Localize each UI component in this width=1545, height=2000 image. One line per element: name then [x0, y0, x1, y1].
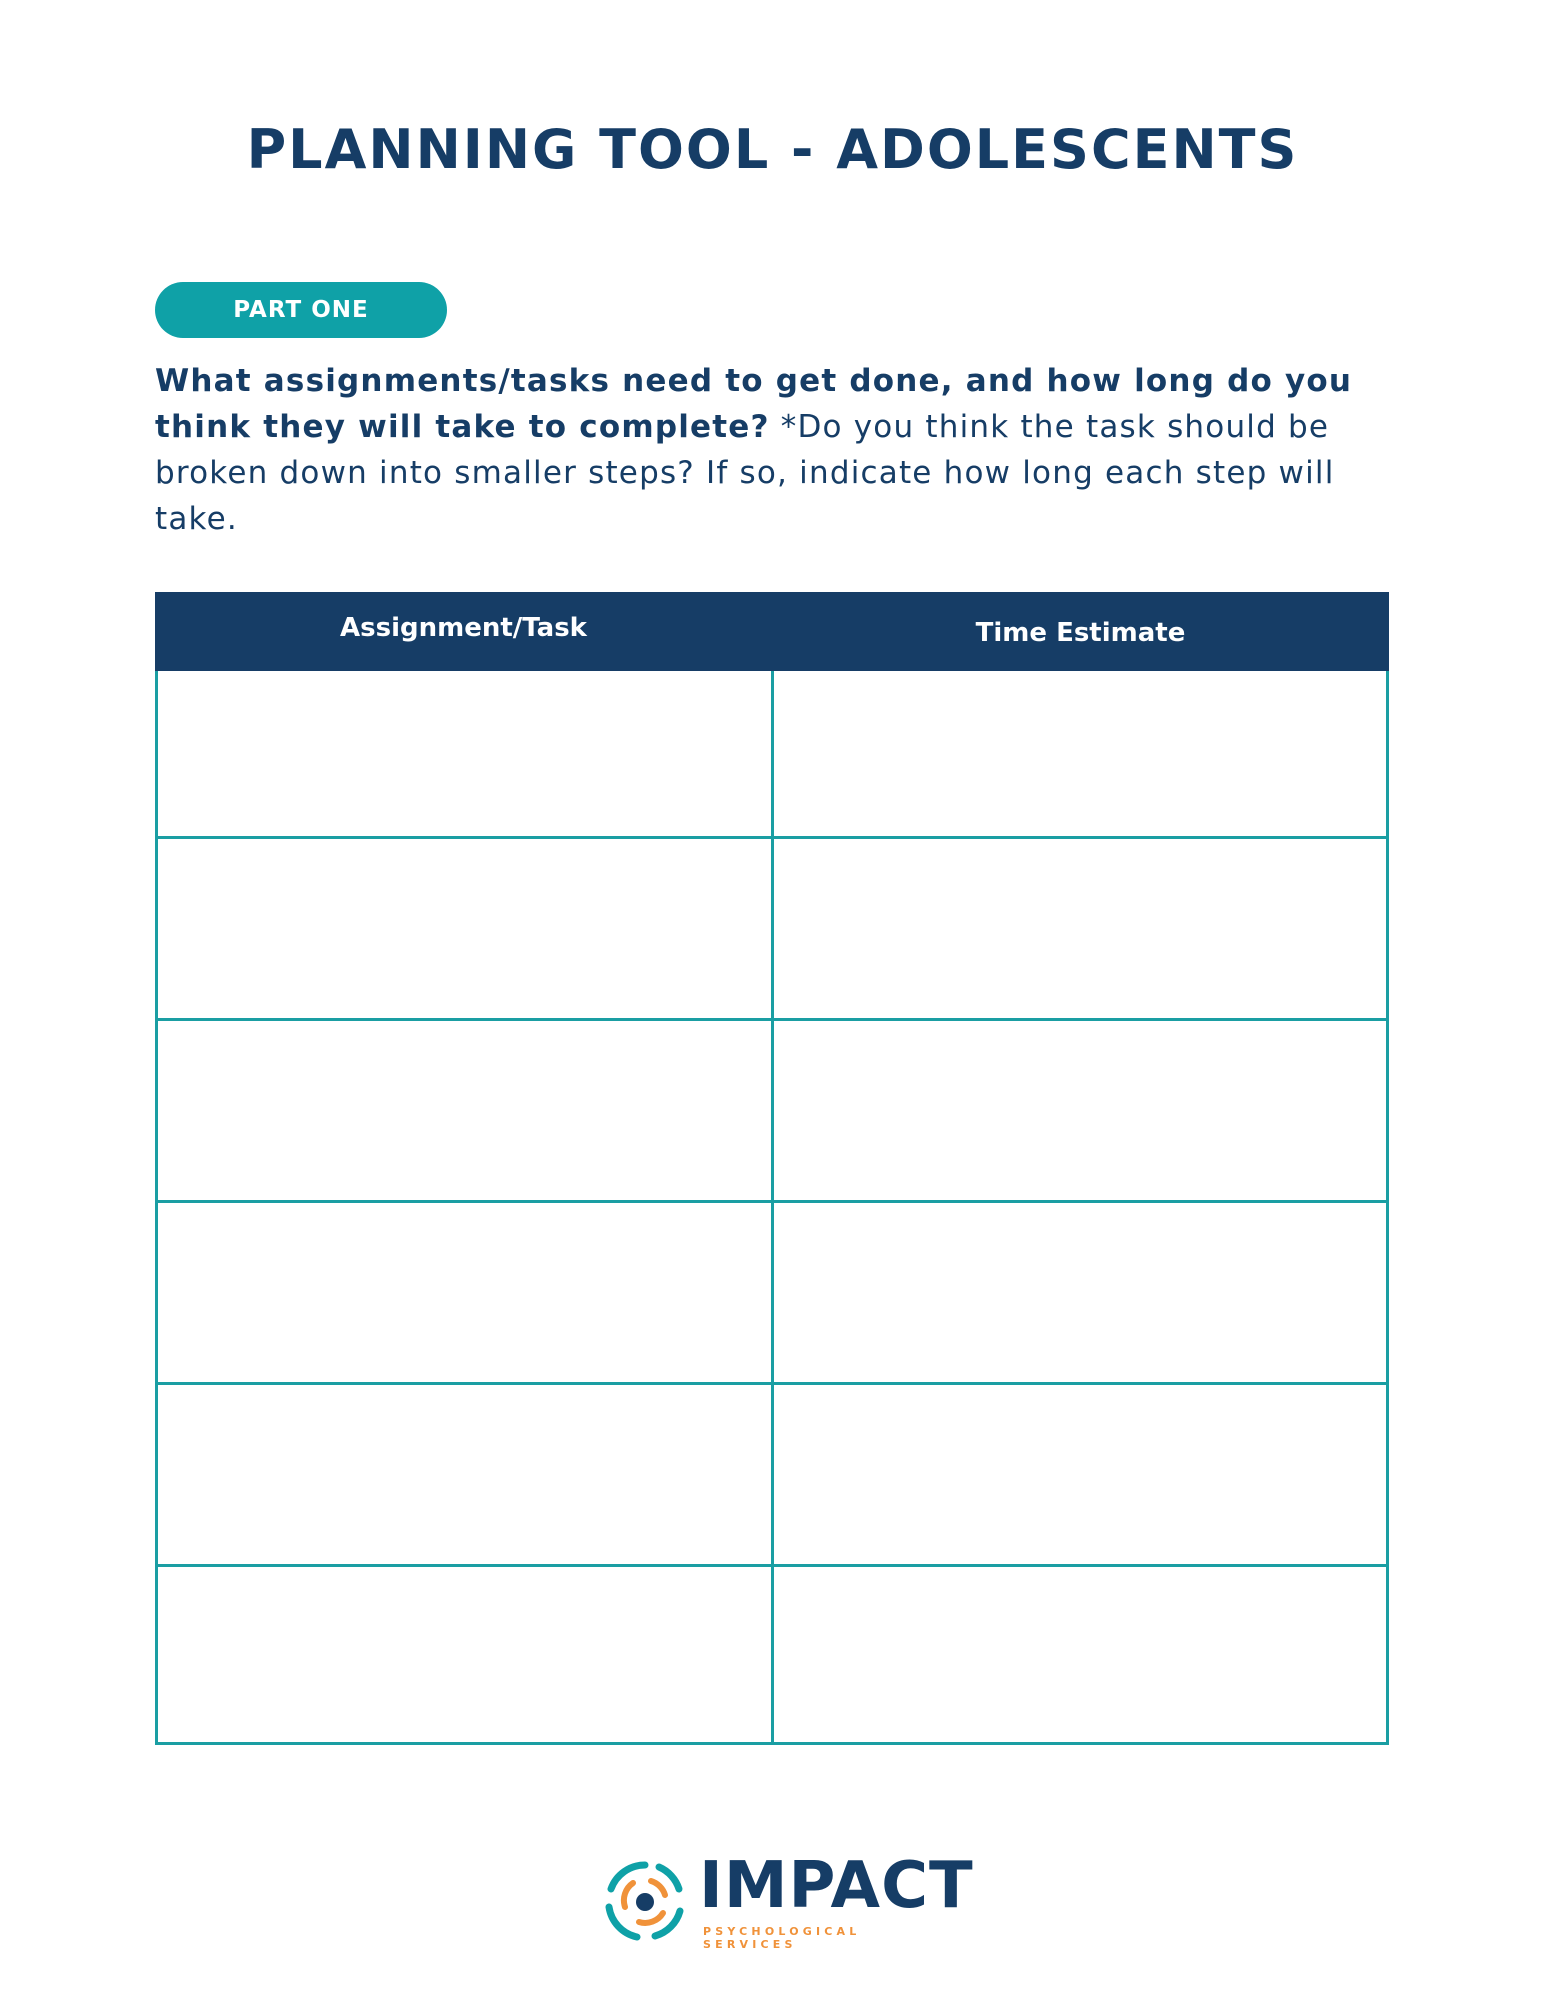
table-row: [158, 1564, 1386, 1742]
part-badge: PART ONE: [155, 282, 447, 338]
assignment-cell[interactable]: [158, 671, 774, 836]
assignment-cell[interactable]: [158, 839, 774, 1018]
table-header: [155, 592, 1389, 671]
time-estimate-cell[interactable]: [774, 671, 1387, 836]
assignment-cell[interactable]: [158, 1385, 774, 1564]
time-estimate-cell[interactable]: [774, 1567, 1387, 1742]
table-row: [158, 671, 1386, 836]
section-prompt: [155, 358, 1405, 542]
assignment-cell[interactable]: [158, 1021, 774, 1200]
time-estimate-cell[interactable]: [774, 1021, 1387, 1200]
time-estimate-cell[interactable]: [774, 1203, 1387, 1382]
column-header-assignment: Assignment/Task: [340, 613, 587, 643]
table-body: [155, 671, 1389, 1745]
assignment-cell[interactable]: [158, 1203, 774, 1382]
table-row: [158, 1382, 1386, 1564]
prompt-instructions: *Do you think the task should be broken down into smaller steps? If so, indicate how long each step will take.: [155, 409, 1335, 537]
time-estimate-cell[interactable]: [774, 839, 1387, 1018]
assignment-cell[interactable]: [158, 1567, 774, 1742]
table-row: [158, 1018, 1386, 1200]
column-header-time-estimate: Time Estimate: [975, 618, 1186, 648]
planning-table: [155, 592, 1389, 1745]
logo-wordmark: IMPACT: [699, 1849, 974, 1923]
prompt-question: What assignments/tasks need to get done, and how long do you think they will take to complete?: [155, 363, 1353, 445]
logo-tagline: PSYCHOLOGICAL SERVICES: [703, 1925, 861, 1951]
impact-logo: [603, 1849, 974, 1951]
table-row: [158, 1200, 1386, 1382]
time-estimate-cell[interactable]: [774, 1385, 1387, 1564]
impact-logo-mark-icon: [603, 1859, 687, 1943]
page-title: PLANNING TOOL - ADOLESCENTS: [246, 118, 1299, 181]
table-row: [158, 836, 1386, 1018]
